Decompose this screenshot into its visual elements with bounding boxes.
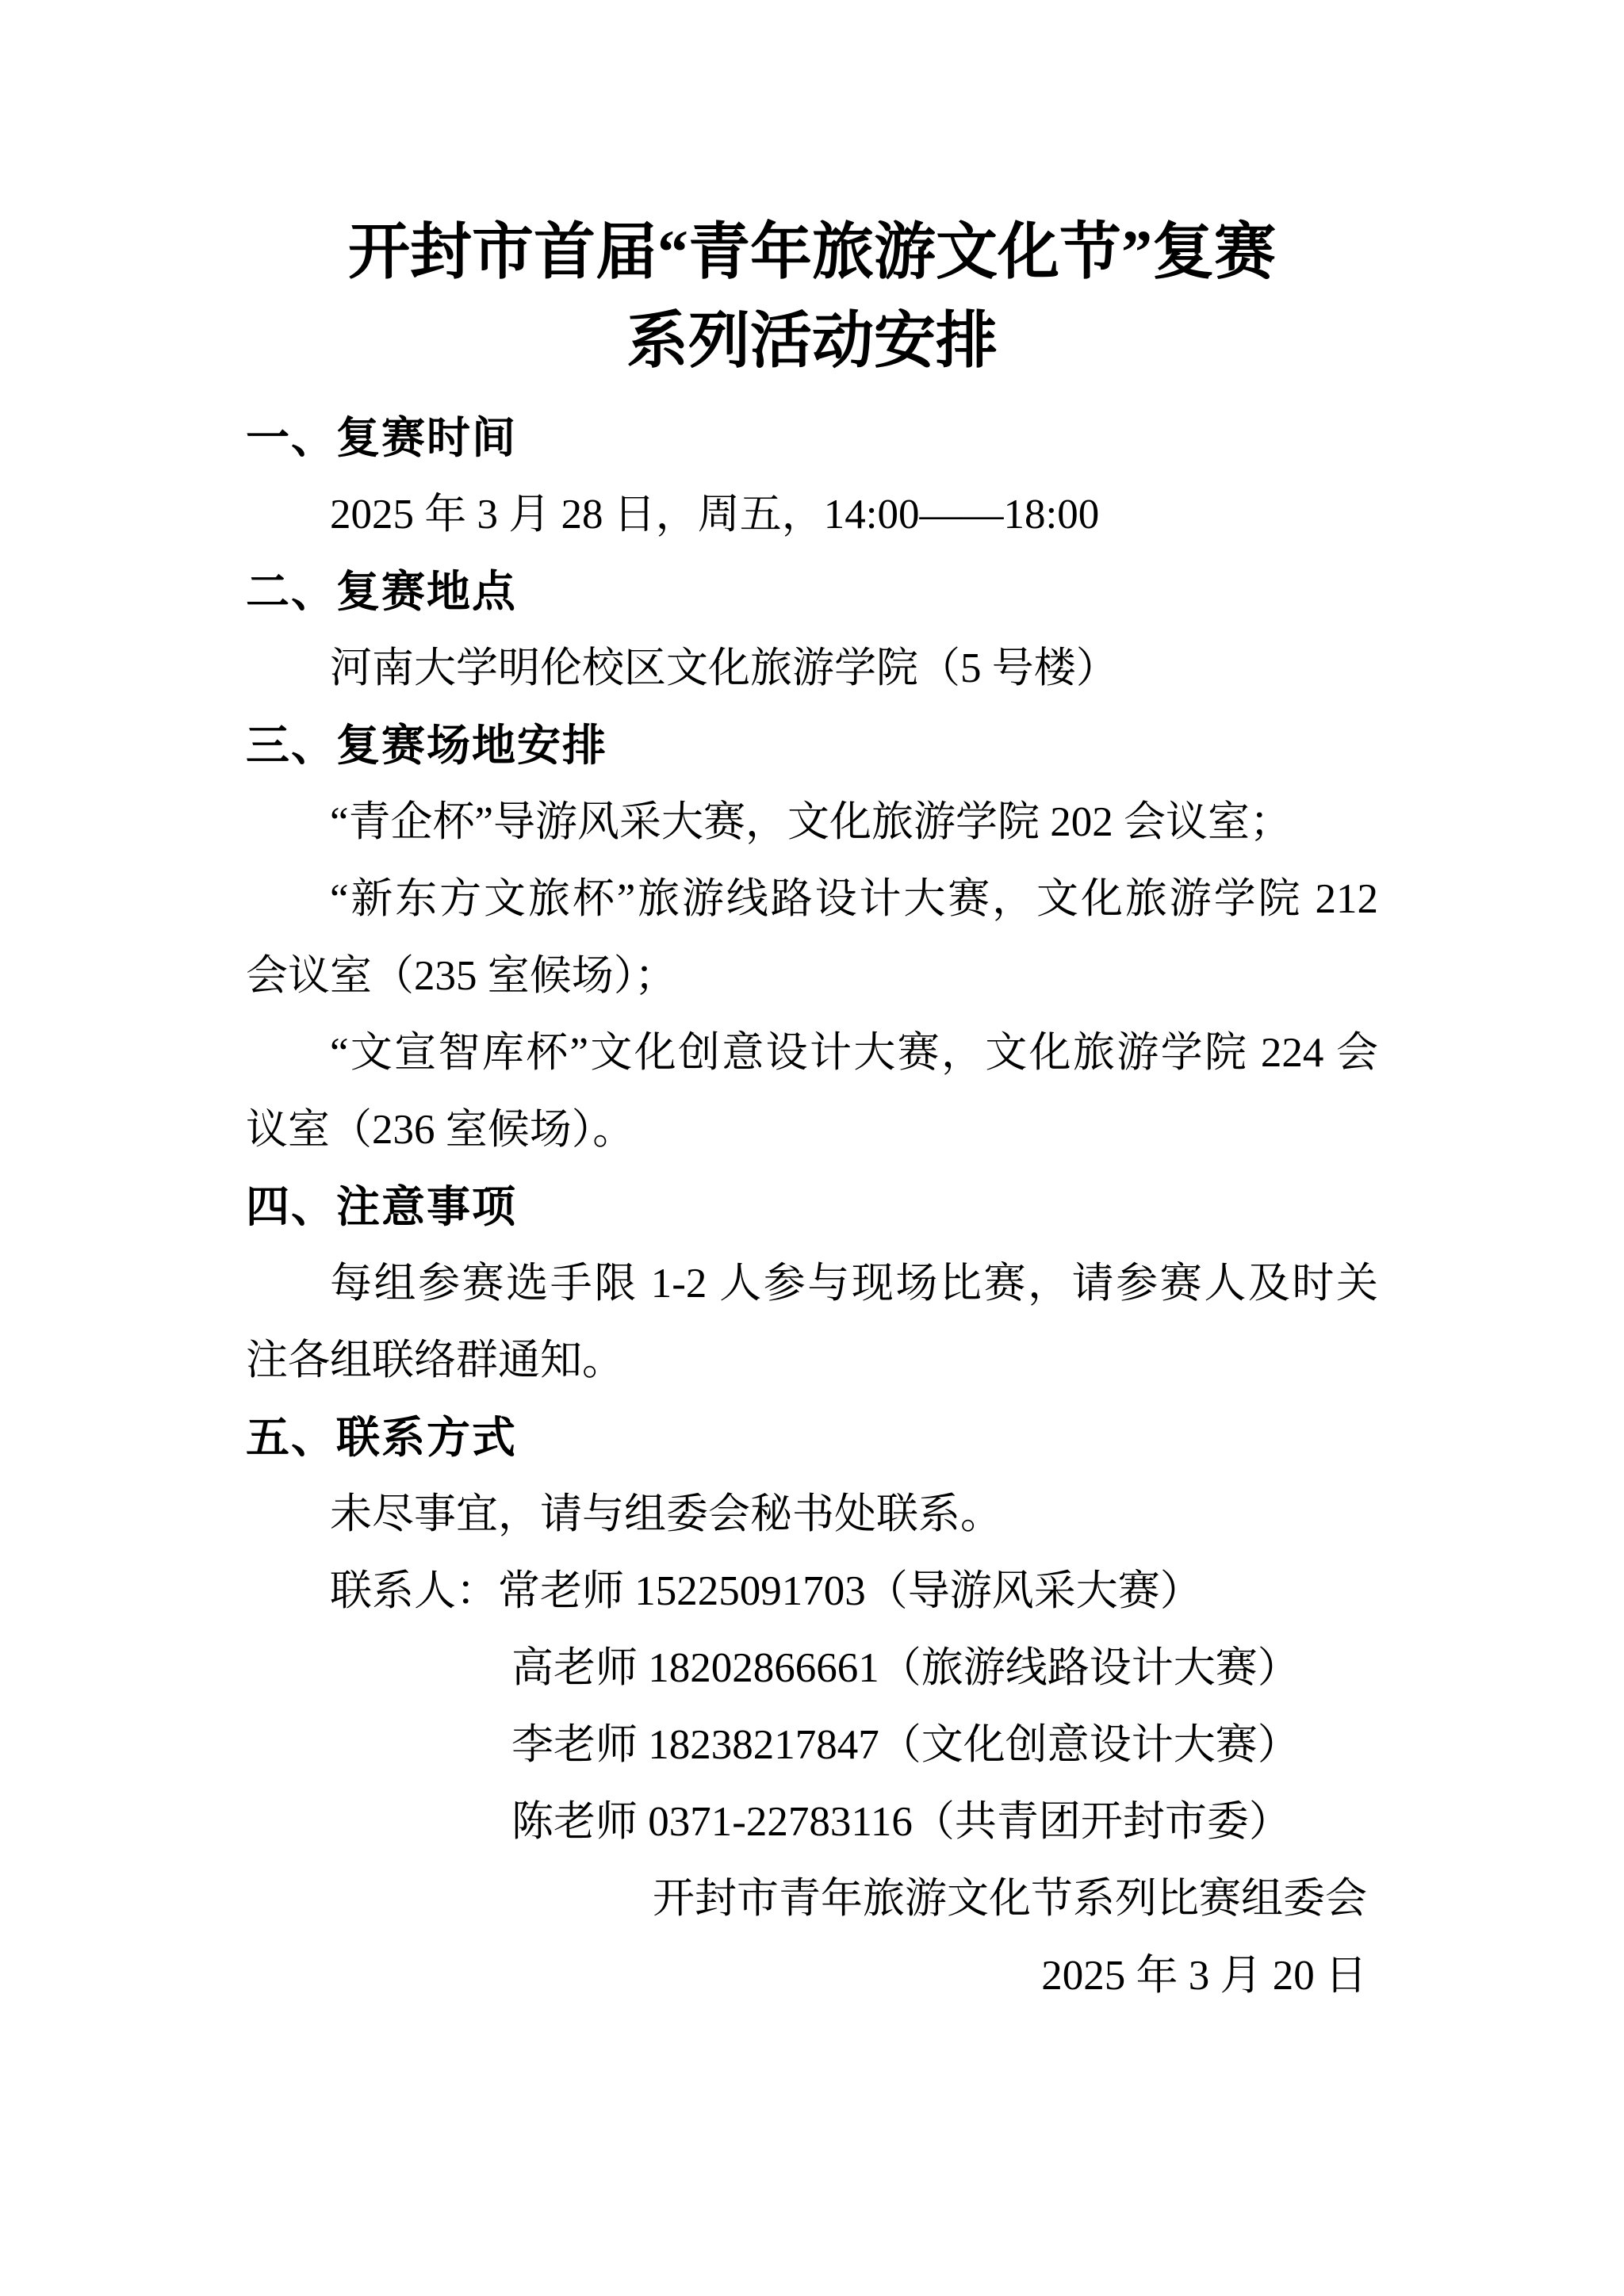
body-line: 2025 年 3 月 28 日，周五，14:00——18:00	[330, 492, 1100, 538]
body-line: 注各组联络群通知。	[246, 1337, 624, 1383]
section-heading-1: 一、复赛时间	[246, 413, 518, 462]
contact-line: 陈老师 0371-22783116（共青团开封市委）	[511, 1799, 1291, 1845]
document-lines	[246, 400, 1378, 2015]
section-heading-3: 三、复赛场地安排	[246, 721, 608, 770]
signature-line: 开封市青年旅游文化节系列比赛组委会	[653, 1876, 1367, 1922]
date-line: 2025 年 3 月 20 日	[1041, 1953, 1367, 1999]
contact-line: 高老师 18202866661（旅游线路设计大赛）	[511, 1645, 1300, 1691]
document-title	[246, 208, 1378, 385]
section-heading-4: 四、注意事项	[246, 1182, 518, 1231]
section-heading-2: 二、复赛地点	[246, 567, 518, 616]
body-line: 河南大学明伦校区文化旅游学院（5 号楼）	[330, 645, 1118, 691]
body-line: 未尽事宜，请与组委会秘书处联系。	[330, 1491, 1002, 1537]
body-line: 每组参赛选手限 1-2 人参与现场比赛，请参赛人及时关	[330, 1261, 1378, 1307]
contact-line: 李老师 18238217847（文化创意设计大赛）	[511, 1722, 1300, 1768]
body-line: 会议室（235 室候场）；	[246, 953, 677, 999]
body-line: 议室（236 室候场）。	[246, 1107, 635, 1153]
document-title-line-2: 系列活动安排	[626, 306, 998, 375]
section-heading-5: 五、联系方式	[246, 1413, 518, 1462]
contact-line: 联系人：常老师 15225091703（导游风采大赛）	[330, 1568, 1202, 1614]
body-line: “新东方文旅杯”旅游线路设计大赛，文化旅游学院 212	[330, 876, 1378, 922]
document-title-line-1: 开封市首届“青年旅游文化节”复赛	[347, 217, 1276, 286]
body-line: “青企杯”导游风采大赛，文化旅游学院 202 会议室；	[330, 799, 1293, 845]
body-line: “文宣智库杯”文化创意设计大赛，文化旅游学院 224 会	[330, 1030, 1378, 1076]
